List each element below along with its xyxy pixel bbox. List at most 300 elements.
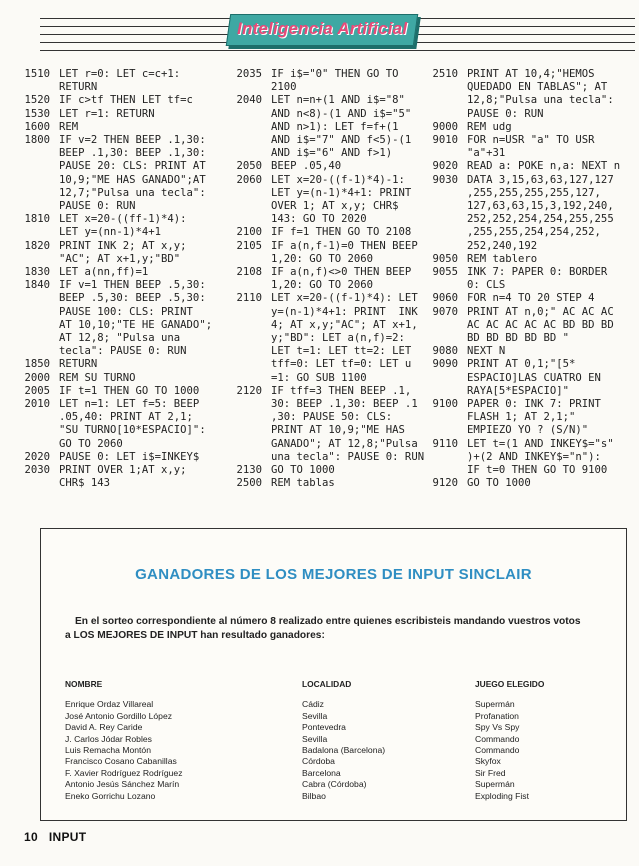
code-text: 0: CLS	[467, 279, 506, 292]
code-line	[232, 160, 424, 173]
winner-game: Supermán	[475, 779, 515, 790]
winner-game: Skyfox	[475, 756, 501, 767]
line-number: 2100	[236, 226, 262, 239]
code-line	[232, 121, 424, 134]
code-text: tecla": PAUSE 0: RUN	[59, 345, 187, 358]
line-number	[428, 464, 458, 477]
code-line	[20, 81, 212, 94]
code-line	[232, 174, 424, 187]
code-text: 252,252,254,254,255,255	[467, 213, 614, 226]
code-line	[232, 372, 424, 385]
line-number	[428, 240, 458, 253]
code-line	[20, 187, 212, 200]
code-line	[20, 424, 212, 437]
code-text: ,255,255,254,254,252,	[467, 226, 601, 239]
line-number: 2108	[236, 266, 262, 279]
code-text: 12,8;"Pulsa una tecla":	[467, 94, 614, 107]
code-text: tff=0: LET tf=0: LET u	[271, 358, 412, 371]
code-text: ,30: PAUSE 50: CLS:	[271, 411, 393, 424]
line-number	[428, 319, 458, 332]
line-number: 2040	[236, 94, 262, 107]
winner-city: Bilbao	[302, 790, 326, 801]
code-text: CHR$ 143	[59, 477, 111, 490]
code-text: QUEDADO EN TABLAS"; AT	[467, 81, 608, 94]
line-number	[428, 108, 458, 121]
code-line	[232, 226, 424, 239]
code-text: PRINT AT 10,4;"HEMOS	[467, 68, 595, 80]
line-number	[232, 306, 262, 319]
line-number	[232, 187, 262, 200]
code-line	[20, 160, 212, 173]
code-text: LET y=(n-1)*4+1: PRINT	[271, 186, 412, 199]
line-number: 2010	[24, 398, 50, 411]
winner-name: F. Xavier Rodríguez Rodríguez	[65, 767, 183, 778]
code-text: 252,240,192	[467, 239, 538, 252]
code-text: RAYA[5*ESPACIO]"	[467, 384, 570, 397]
line-number	[232, 200, 262, 213]
line-number	[428, 372, 458, 385]
line-number	[232, 147, 262, 160]
winner-city: Sevilla	[302, 710, 328, 721]
code-line	[428, 411, 620, 424]
code-text: PRINT AT 10,9;"ME HAS	[271, 424, 405, 437]
line-number	[20, 319, 50, 332]
code-line	[428, 68, 620, 81]
code-text: "a"+31	[467, 147, 506, 160]
names-column	[65, 679, 183, 802]
section-title: Inteligencia Artificial	[237, 19, 408, 38]
code-line	[232, 319, 424, 332]
code-text: OVER 1; AT x,y; CHR$	[271, 200, 399, 213]
code-text: RETURN	[59, 358, 98, 371]
code-line	[428, 121, 620, 134]
code-line	[232, 279, 424, 292]
code-line	[232, 411, 424, 424]
code-line	[232, 451, 424, 464]
code-line	[428, 438, 620, 451]
code-text: IF f=1 THEN GO TO 2108	[271, 226, 412, 239]
code-text: IF a(n,f-1)=0 THEN BEEP	[271, 239, 418, 252]
line-number: 2050	[236, 160, 262, 173]
line-number	[20, 147, 50, 160]
code-line	[428, 108, 620, 121]
code-line	[20, 226, 212, 239]
line-number	[232, 438, 262, 451]
code-line	[232, 332, 424, 345]
winner-game: Commando	[475, 745, 520, 756]
code-text: REM tablas	[271, 477, 335, 490]
code-line	[232, 385, 424, 398]
winner-city: Cádiz	[302, 699, 324, 710]
code-line	[232, 147, 424, 160]
code-text: LET r=0: LET c=c+1:	[59, 68, 181, 80]
line-number: 2110	[236, 292, 262, 305]
code-line	[428, 81, 620, 94]
line-number	[232, 108, 262, 121]
code-line	[428, 226, 620, 239]
winner-game: Exploding Fist	[475, 790, 529, 801]
code-line	[20, 306, 212, 319]
code-line	[20, 372, 212, 385]
code-text: FLASH 1; AT 2,1;"	[467, 411, 576, 424]
code-text: 1,20: GO TO 2060	[271, 252, 374, 265]
code-line	[428, 279, 620, 292]
code-line	[428, 345, 620, 358]
line-number	[232, 424, 262, 437]
line-number: 2510	[432, 68, 458, 80]
line-number: 1820	[24, 239, 50, 252]
code-line	[20, 345, 212, 358]
page-header	[0, 0, 639, 62]
line-number	[20, 411, 50, 424]
line-number: 9080	[432, 345, 458, 358]
code-text: PRINT INK 2; AT x,y;	[59, 239, 187, 252]
line-number	[232, 398, 262, 411]
line-number	[428, 200, 458, 213]
magazine-name: INPUT	[48, 830, 87, 844]
code-text: PAUSE 100: CLS: PRINT	[59, 305, 193, 318]
line-number	[428, 226, 458, 239]
line-number: 2105	[236, 239, 262, 252]
line-number: 9060	[432, 292, 458, 305]
code-line	[232, 187, 424, 200]
code-text: FOR n=4 TO 20 STEP 4	[467, 292, 595, 305]
line-number: 9050	[432, 252, 458, 265]
code-text: .05,40: PRINT AT 2,1;	[59, 411, 193, 424]
code-text: LET a(nn,ff)=1	[59, 266, 149, 279]
code-text: GANADO"; AT 12,8;"Pulsa	[271, 437, 418, 450]
code-line	[428, 451, 620, 464]
cities-list	[302, 699, 385, 802]
code-line	[20, 319, 212, 332]
line-number	[20, 174, 50, 187]
code-text: 12,7;"Pulsa una tecla":	[59, 186, 206, 199]
winner-city: Barcelona	[302, 767, 341, 778]
code-text: )+(2 AND INKEY$="n"):	[467, 450, 601, 463]
winners-intro	[65, 615, 608, 643]
winner-game: Sir Fred	[475, 767, 506, 778]
winners-intro-line: En el sorteo correspondiente al número 8 realizado entre quienes escribisteis mandando vuestros votos	[75, 616, 581, 627]
code-text: ,255,255,255,255,127,	[467, 186, 601, 199]
line-number	[232, 358, 262, 371]
line-number	[428, 279, 458, 292]
code-line	[428, 147, 620, 160]
winner-name: Luis Remacha Montón	[65, 745, 151, 756]
line-number	[232, 345, 262, 358]
code-text: LET n=1: LET f=5: BEEP	[59, 398, 200, 411]
code-text: FOR n=USR "a" TO USR	[467, 134, 595, 147]
line-number	[20, 160, 50, 173]
code-text: AND i$="6" AND f>1)	[271, 147, 393, 160]
line-number	[20, 226, 50, 239]
line-number: 2020	[24, 450, 50, 463]
line-number	[232, 319, 262, 332]
line-number: 2035	[236, 68, 262, 80]
code-line	[428, 477, 620, 490]
line-number: 1520	[24, 94, 50, 107]
code-text: IF v=2 THEN BEEP .1,30:	[59, 134, 206, 147]
line-number	[232, 451, 262, 464]
code-text: IF t=0 THEN GO TO 9100	[467, 464, 608, 477]
line-number: 2060	[236, 173, 262, 186]
code-text: PRINT AT 0,1;"[5*	[467, 358, 576, 371]
code-line	[428, 160, 620, 173]
winners-box	[40, 528, 627, 821]
code-line	[232, 81, 424, 94]
code-line	[232, 358, 424, 371]
code-line	[428, 385, 620, 398]
code-text: AT 12,8; "Pulsa una	[59, 332, 181, 345]
winner-city: Badalona (Barcelona)	[302, 745, 386, 756]
line-number	[428, 213, 458, 226]
winner-name: J. Carlos Jódar Robles	[65, 733, 152, 744]
line-number	[428, 332, 458, 345]
winner-game: Commando	[475, 733, 520, 744]
code-text: PAUSE 0: RUN	[59, 200, 136, 213]
code-text: LET r=1: RETURN	[59, 107, 155, 120]
line-number	[20, 477, 50, 490]
winner-game: Profanation	[475, 710, 519, 721]
code-line	[20, 266, 212, 279]
winner-name: José Antonio Gordillo López	[65, 710, 173, 721]
code-text: RETURN	[59, 81, 98, 94]
code-line	[428, 187, 620, 200]
winners-intro-line: a LOS MEJORES DE INPUT han resultado ganadores:	[65, 630, 325, 641]
code-text: y=(n-1)*4+1: PRINT INK	[271, 305, 418, 318]
code-line	[428, 200, 620, 213]
winner-name: Eneko Gorrichu Lozano	[65, 790, 156, 801]
winner-name: Enrique Ordaz Villareal	[65, 699, 154, 710]
line-number: 1600	[24, 120, 50, 133]
code-text: GO TO 1000	[271, 464, 335, 477]
code-text: IF a(n,f)<>0 THEN BEEP	[271, 266, 412, 279]
code-line	[20, 477, 212, 490]
code-line	[428, 134, 620, 147]
header-rule	[40, 50, 635, 51]
code-line	[428, 306, 620, 319]
line-number: 2030	[24, 464, 50, 477]
line-number	[232, 134, 262, 147]
code-text: 4; AT x,y;"AC"; AT x+1,	[271, 318, 418, 331]
line-number	[20, 200, 50, 213]
code-text: REM SU TURNO	[59, 371, 136, 384]
winner-game: Spy Vs Spy	[475, 722, 520, 733]
code-line	[428, 292, 620, 305]
line-number: 9000	[432, 120, 458, 133]
line-number	[232, 372, 262, 385]
code-text: IF t=1 THEN GO TO 1000	[59, 384, 200, 397]
code-text: DATA 3,15,63,63,127,127	[467, 173, 614, 186]
winner-city: Sevilla	[302, 733, 328, 744]
line-number	[428, 81, 458, 94]
code-line	[232, 398, 424, 411]
line-number	[428, 94, 458, 107]
code-text: INK 7: PAPER 0: BORDER	[467, 266, 608, 279]
line-number	[20, 253, 50, 266]
line-number	[20, 424, 50, 437]
code-line	[20, 253, 212, 266]
code-text: una tecla": PAUSE 0: RUN	[271, 450, 425, 463]
code-text: READ a: POKE n,a: NEXT n	[467, 160, 621, 173]
code-line	[232, 213, 424, 226]
code-line	[428, 213, 620, 226]
code-line	[428, 94, 620, 107]
line-number	[428, 451, 458, 464]
code-text: AND i$="7" AND f<5)-(1	[271, 134, 412, 147]
code-text: LET x=20-((f-1)*4): LET	[271, 292, 418, 305]
code-text: "SU TURNO[10*ESPACIO]":	[59, 424, 206, 437]
code-text: 143: GO TO 2020	[271, 213, 367, 226]
code-line	[20, 200, 212, 213]
names-list	[65, 699, 183, 802]
line-number	[232, 213, 262, 226]
line-number	[20, 438, 50, 451]
code-line	[428, 240, 620, 253]
code-line	[428, 332, 620, 345]
line-number	[428, 424, 458, 437]
code-line	[232, 108, 424, 121]
code-text: AT 10,10;"TE HE GANADO";	[59, 318, 213, 331]
line-number: 1530	[24, 107, 50, 120]
line-number: 1800	[24, 134, 50, 147]
line-number	[428, 385, 458, 398]
code-line	[428, 266, 620, 279]
code-line	[20, 398, 212, 411]
code-line	[232, 306, 424, 319]
line-number: 2500	[236, 477, 262, 490]
line-number: 1830	[24, 266, 50, 279]
code-line	[428, 464, 620, 477]
code-text: AND n>1): LET f=f+(1	[271, 120, 399, 133]
code-text: "AC"; AT x+1,y;"BD"	[59, 252, 181, 265]
code-line	[20, 279, 212, 292]
code-text: IF tff=3 THEN BEEP .1,	[271, 384, 412, 397]
code-line	[428, 319, 620, 332]
names-header: NOMBRE	[65, 679, 103, 689]
code-line	[232, 266, 424, 279]
code-line	[20, 108, 212, 121]
line-number: 9120	[432, 477, 458, 490]
code-line	[232, 240, 424, 253]
code-line	[20, 94, 212, 107]
code-line	[20, 464, 212, 477]
code-column-1	[20, 68, 212, 491]
code-line	[20, 121, 212, 134]
line-number: 9070	[432, 305, 458, 318]
code-line	[428, 358, 620, 371]
line-number: 2005	[24, 384, 50, 397]
line-number	[20, 292, 50, 305]
code-line	[20, 174, 212, 187]
line-number	[20, 345, 50, 358]
line-number	[232, 279, 262, 292]
winner-game: Supermán	[475, 699, 515, 710]
games-column	[475, 679, 544, 802]
code-text: GO TO 2060	[59, 437, 123, 450]
code-text: EMPIEZO YO ? (S/N)"	[467, 424, 589, 437]
cities-header: LOCALIDAD	[302, 679, 352, 689]
code-text: GO TO 1000	[467, 477, 531, 490]
code-line	[20, 147, 212, 160]
code-text: BD BD BD BD BD "	[467, 332, 570, 345]
code-text: PAUSE 20: CLS: PRINT AT	[59, 160, 206, 173]
winner-name: Francisco Cosano Cabanillas	[65, 756, 177, 767]
code-column-3	[428, 68, 620, 491]
code-text: PAPER 0: INK 7: PRINT	[467, 398, 601, 411]
code-text: AND n<8)-(1 AND i$="5"	[271, 107, 412, 120]
page-footer	[24, 830, 86, 844]
section-banner	[226, 14, 418, 46]
code-text: REM udg	[467, 120, 512, 133]
line-number: 9100	[432, 398, 458, 411]
code-text: BEEP .1,30: BEEP .1,30:	[59, 147, 206, 160]
line-number: 1810	[24, 213, 50, 226]
code-text: 1,20: GO TO 2060	[271, 279, 374, 292]
code-line	[232, 424, 424, 437]
line-number: 1850	[24, 358, 50, 371]
line-number: 9055	[432, 266, 458, 279]
line-number: 9090	[432, 358, 458, 371]
line-number: 2130	[236, 464, 262, 477]
code-line	[232, 253, 424, 266]
code-line	[20, 385, 212, 398]
line-number: 1840	[24, 279, 50, 292]
code-text: y;"BD": LET a(n,f)=2:	[271, 332, 405, 345]
code-line	[20, 358, 212, 371]
line-number: 9020	[432, 160, 458, 173]
code-text: REM	[59, 120, 79, 133]
code-line	[20, 451, 212, 464]
code-text: LET x=20-((f-1)*4)-1:	[271, 173, 405, 186]
code-text: LET y=(nn-1)*4+1	[59, 226, 162, 239]
code-text: 127,63,63,15,3,192,240,	[467, 200, 614, 213]
code-text: PRINT OVER 1;AT x,y;	[59, 464, 187, 477]
code-text: NEXT N	[467, 345, 506, 358]
code-text: 10,9;"ME HAS GANADO";AT	[59, 173, 206, 186]
code-line	[20, 68, 212, 81]
code-text: ESPACIO]LAS CUATRO EN	[467, 371, 601, 384]
code-text: 30: BEEP .1,30: BEEP .1	[271, 398, 418, 411]
code-text: 2100	[271, 81, 297, 94]
code-line	[232, 345, 424, 358]
code-text: LET t=1: LET tt=2: LET	[271, 345, 412, 358]
games-header: JUEGO ELEGIDO	[475, 679, 545, 689]
games-list	[475, 699, 544, 802]
code-line	[232, 477, 424, 490]
code-line	[428, 398, 620, 411]
code-line	[232, 134, 424, 147]
page-number: 10	[24, 830, 38, 844]
code-text: =1: GO SUB 1100	[271, 371, 367, 384]
line-number	[232, 332, 262, 345]
line-number	[232, 253, 262, 266]
code-text: AC AC AC AC AC BD BD BD	[467, 318, 614, 331]
code-line	[20, 438, 212, 451]
winner-city: Cabra (Córdoba)	[302, 779, 367, 790]
winners-title: GANADORES DE LOS MEJORES DE INPUT SINCLAIR	[135, 566, 532, 583]
code-text: LET t=(1 AND INKEY$="s"	[467, 437, 614, 450]
code-text: BEEP .05,40	[271, 160, 342, 173]
winner-name: Antonio Jesús Sánchez Marín	[65, 779, 180, 790]
code-line	[20, 213, 212, 226]
line-number	[20, 306, 50, 319]
code-line	[20, 292, 212, 305]
code-text: PRINT AT n,0;" AC AC AC	[467, 305, 614, 318]
code-text: REM tablero	[467, 252, 538, 265]
code-line	[232, 68, 424, 81]
code-line	[232, 464, 424, 477]
line-number: 9110	[432, 437, 458, 450]
